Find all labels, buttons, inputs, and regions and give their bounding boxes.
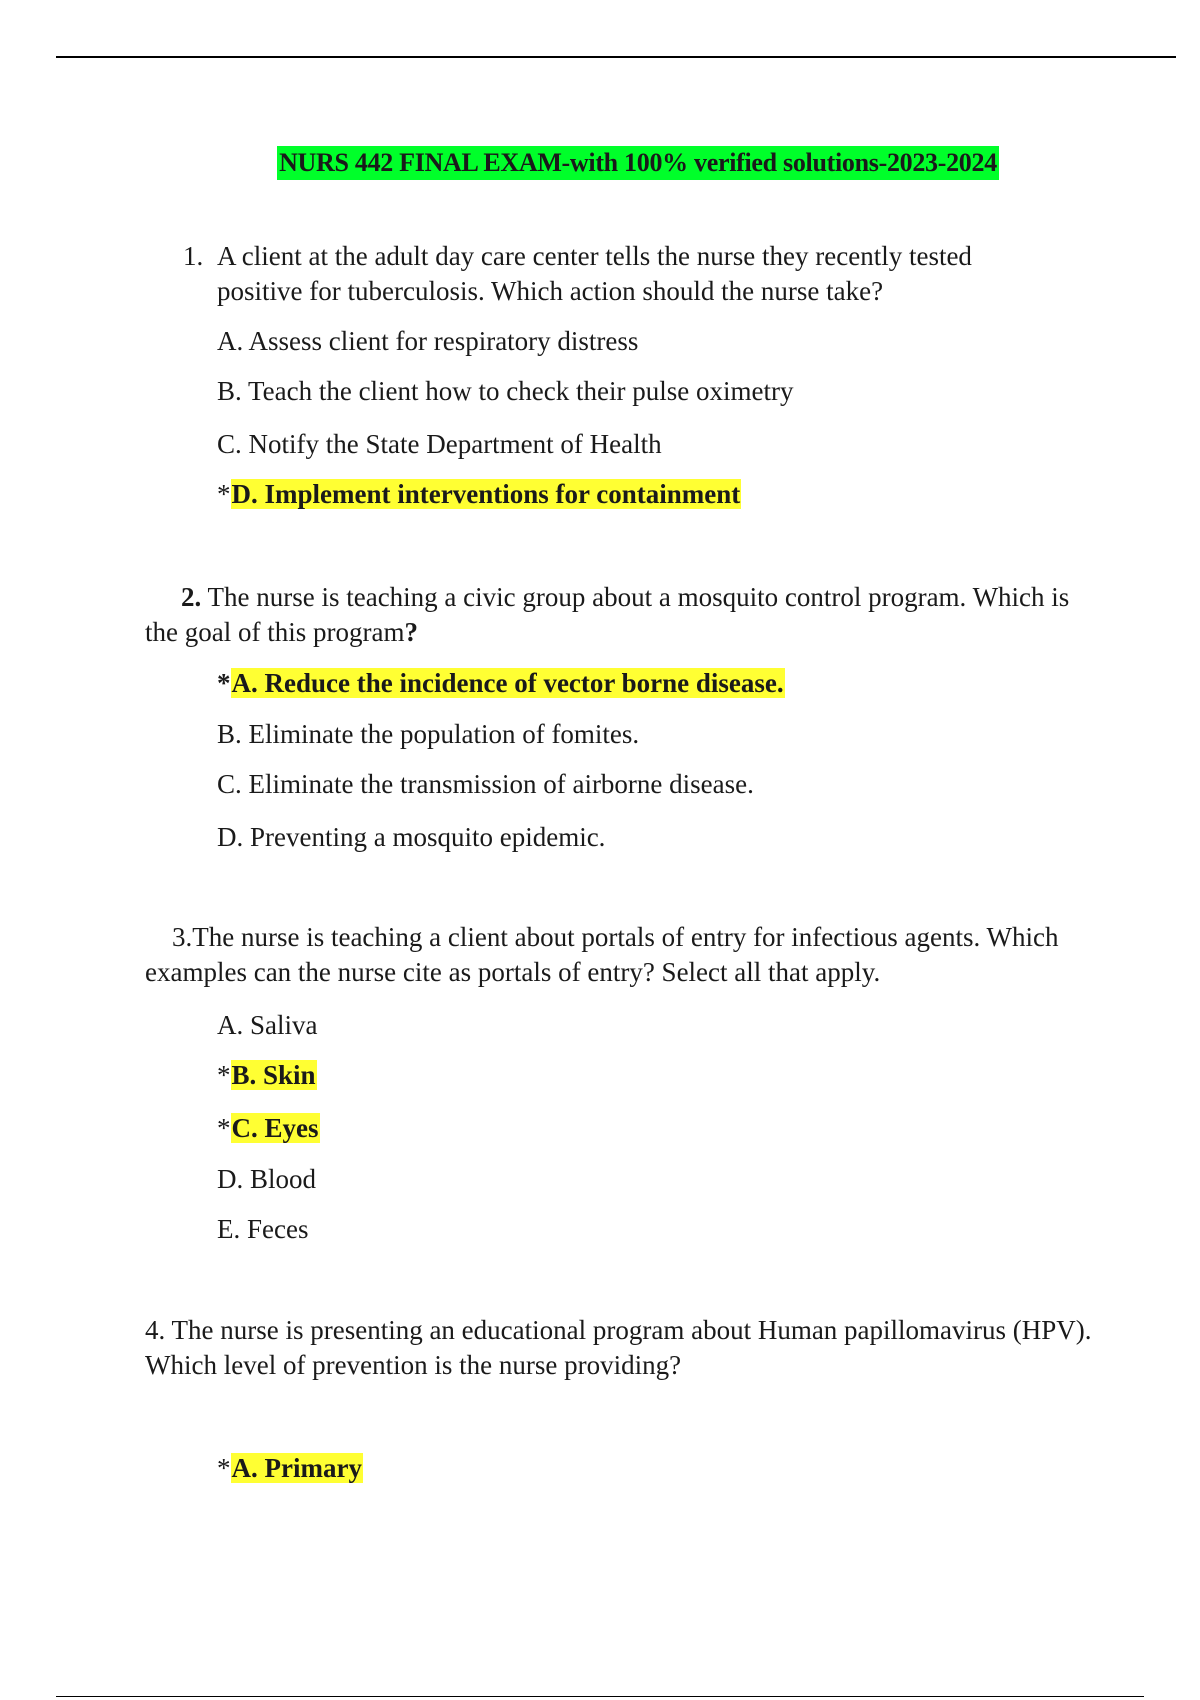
question-3-answer-c-text: C. Eyes bbox=[231, 1113, 319, 1143]
answer-mark: * bbox=[217, 479, 231, 509]
question-3-option-e: E. Feces bbox=[217, 1214, 309, 1244]
question-4: 4. The nurse is presenting an educational program about Human papillomavirus (HPV). Which level of prevention is the nurse providing? bbox=[145, 1315, 1092, 1380]
question-1-number: 1. bbox=[183, 241, 204, 271]
question-3-answer-b-text: B. Skin bbox=[231, 1060, 316, 1090]
answer-mark: * bbox=[217, 1113, 231, 1143]
question-1-option-b: B. Teach the client how to check their pulse oximetry bbox=[217, 376, 794, 406]
answer-mark: * bbox=[217, 668, 231, 698]
page-title: NURS 442 FINAL EXAM-with 100% verified solutions-2023-2024 bbox=[277, 146, 999, 180]
question-1-option-a: A. Assess client for respiratory distress bbox=[217, 326, 639, 356]
question-2-option-d: D. Preventing a mosquito epidemic. bbox=[217, 822, 606, 852]
title-block bbox=[0, 146, 1200, 180]
answer-mark: * bbox=[217, 1060, 231, 1090]
question-1-text: A client at the adult day care center tells the nurse they recently tested positive for tuberculosis. Which action should the nurse take? bbox=[217, 241, 972, 306]
question-2-answer-text: A. Reduce the incidence of vector borne disease. bbox=[231, 668, 784, 698]
question-3-option-a: A. Saliva bbox=[217, 1010, 318, 1040]
footer-rule bbox=[56, 1696, 1144, 1697]
question-4-answer-text: A. Primary bbox=[231, 1453, 362, 1483]
question-2-option-c: C. Eliminate the transmission of airborne disease. bbox=[217, 769, 754, 799]
question-2-text: The nurse is teaching a civic group about a mosquito control program. Which is the goal of this program bbox=[145, 582, 1070, 647]
answer-mark: * bbox=[217, 1453, 231, 1483]
question-2-option-b: B. Eliminate the population of fomites. bbox=[217, 719, 640, 749]
question-2-qmark: ? bbox=[404, 617, 418, 647]
question-3-answer-c bbox=[217, 1111, 320, 1145]
question-4-answer bbox=[217, 1451, 363, 1485]
question-1-option-c: C. Notify the State Department of Health bbox=[217, 429, 662, 459]
question-3-option-d: D. Blood bbox=[217, 1164, 317, 1194]
question-2-number: 2. bbox=[181, 582, 202, 612]
question-3-answer-b bbox=[217, 1058, 317, 1092]
question-3: 3.The nurse is teaching a client about portals of entry for infectious agents. Which examples can the nurse cite as portals of entry? Select all that apply. bbox=[145, 922, 1059, 987]
question-1 bbox=[183, 239, 1063, 309]
question-1-answer-text: D. Implement interventions for containment bbox=[231, 479, 741, 509]
question-1-answer bbox=[217, 477, 741, 511]
question-2-answer bbox=[217, 666, 785, 700]
question-2 bbox=[145, 580, 1095, 650]
header-rule bbox=[56, 56, 1176, 58]
